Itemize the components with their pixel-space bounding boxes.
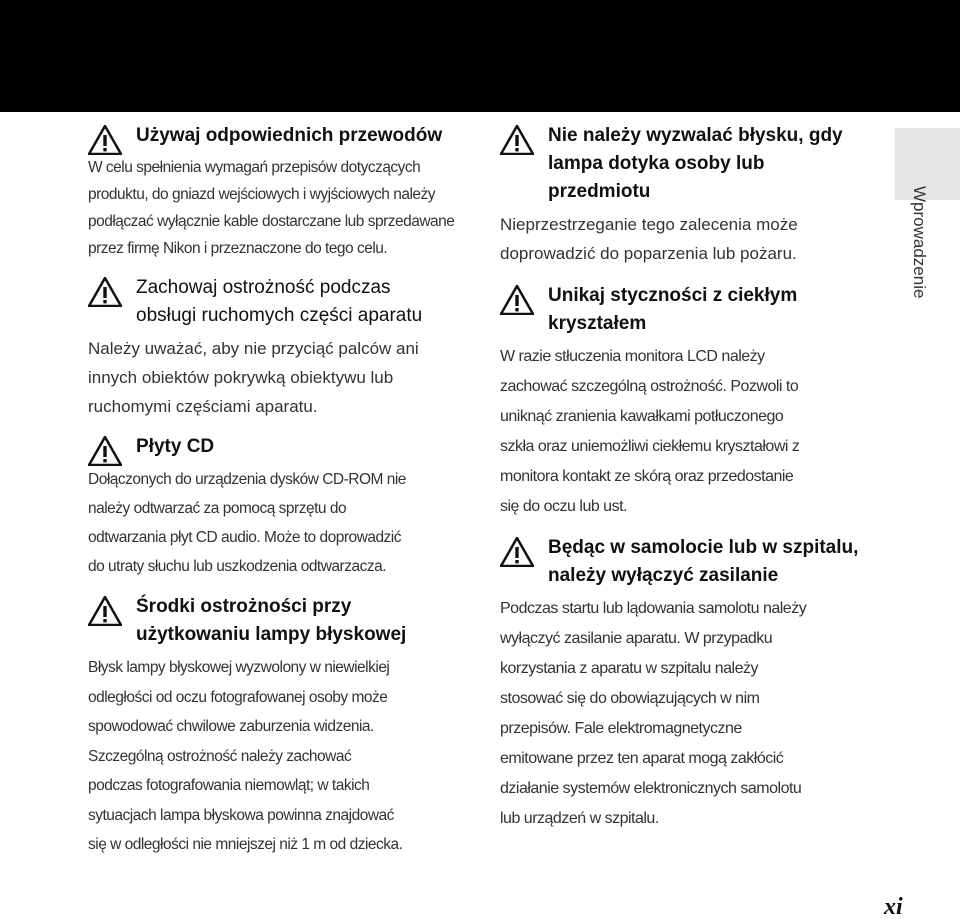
top-black-bar <box>0 0 960 112</box>
body-line: Błysk lampy błyskowej wyzwolony w niewielkiej <box>88 659 390 676</box>
heading-line: Unikaj styczności z ciekłym <box>548 285 798 306</box>
section-body <box>88 334 472 421</box>
warning-icon <box>88 596 122 626</box>
heading-line: użytkowaniu lampy błyskowej <box>136 624 407 645</box>
section-cd <box>88 433 472 581</box>
body-line: W celu spełnienia wymagań przepisów dotyczących <box>88 159 421 176</box>
heading-line: Środki ostrożności przy <box>136 596 352 617</box>
warning-icon <box>88 436 122 466</box>
body-line: się w odległości nie mniejszej niż 1 m od dziecka. <box>88 836 403 853</box>
heading-line: Używaj odpowiednich przewodów <box>136 125 443 146</box>
body-line: doprowadzić do poparzenia lub pożaru. <box>500 244 797 263</box>
section-airplane-hospital <box>500 534 872 834</box>
body-line: spowodować chwilowe zaburzenia widzenia. <box>88 718 374 735</box>
body-line: podłączać wyłącznie kable dostarczane lub sprzedawane <box>88 213 455 230</box>
section-heading <box>88 433 472 461</box>
heading-line: Nie należy wyzwalać błysku, gdy <box>548 125 843 146</box>
warning-icon <box>500 285 534 315</box>
section-heading <box>88 274 472 330</box>
body-line: należy odtwarzać za pomocą sprzętu do <box>88 500 347 517</box>
body-line: Podczas startu lub lądowania samolotu należy <box>500 600 807 617</box>
warning-icon <box>88 125 122 155</box>
body-line: Szczególną ostrożność należy zachować <box>88 747 352 765</box>
section-flash-contact <box>500 122 872 268</box>
heading-line: kryształem <box>548 313 647 334</box>
body-line: Należy uważać, aby nie przyciąć palców ani <box>88 339 419 358</box>
body-line: podczas fotografowania niemowląt; w takich <box>88 777 370 794</box>
section-body <box>88 653 472 860</box>
body-line: sytuacjach lampa błyskowa powinna znajdować <box>88 806 394 824</box>
page-number: xi <box>884 894 903 920</box>
body-line: produktu, do gniazd wejściowych i wyjściowych należy <box>88 186 436 203</box>
section-body <box>500 594 872 834</box>
body-line: lub urządzeń w szpitalu. <box>500 810 659 827</box>
right-column <box>500 122 872 834</box>
section-heading <box>88 593 472 649</box>
section-body <box>88 465 472 581</box>
body-line: korzystania z aparatu w szpitalu należy <box>500 660 758 677</box>
body-line: W razie stłuczenia monitora LCD należy <box>500 348 765 365</box>
section-heading <box>500 282 872 338</box>
body-line: uniknąć zranienia kawałkami potłuczonego <box>500 408 784 425</box>
section-body <box>500 210 872 268</box>
body-line: emitowane przez ten aparat mogą zakłócić <box>500 750 784 767</box>
body-line: Dołączonych do urządzenia dysków CD-ROM nie <box>88 471 406 488</box>
heading-line: Będąc w samolocie lub w szpitalu, <box>548 537 859 558</box>
body-line: monitora kontakt ze skórą oraz przedostanie <box>500 468 794 485</box>
heading-line: obsługi ruchomych części aparatu <box>136 305 423 326</box>
heading-line: przedmiotu <box>548 181 651 202</box>
body-line: przepisów. Fale elektromagnetyczne <box>500 720 742 737</box>
body-line: szkła oraz uniemożliwi ciekłemu kryształowi z <box>500 438 800 455</box>
body-line: odległości od oczu fotografowanej osoby może <box>88 688 388 706</box>
section-body <box>500 342 872 522</box>
body-line: wyłączyć zasilanie aparatu. W przypadku <box>500 630 773 647</box>
body-line: innych obiektów pokrywką obiektywu lub <box>88 368 394 387</box>
body-line: przez firmę Nikon i przeznaczone do tego celu. <box>88 240 388 257</box>
section-heading <box>500 122 872 206</box>
body-line: ruchomymi częściami aparatu. <box>88 397 318 416</box>
heading-line: Zachowaj ostrożność podczas <box>136 277 391 298</box>
side-tab-label: Wprowadzenie <box>910 186 929 299</box>
body-line: się do oczu lub ust. <box>500 498 627 515</box>
section-moving-parts <box>88 274 472 421</box>
warning-icon <box>500 125 534 155</box>
heading-line: Płyty CD <box>136 436 215 457</box>
section-body <box>88 154 472 262</box>
body-line: odtwarzania płyt CD audio. Może to doprowadzić <box>88 529 402 546</box>
body-line: stosować się do obowiązujących w nim <box>500 690 760 707</box>
body-line: do utraty słuchu lub uszkodzenia odtwarzacza. <box>88 558 387 575</box>
section-heading <box>88 122 472 150</box>
section-flash <box>88 593 472 860</box>
body-line: Nieprzestrzeganie tego zalecenia może <box>500 215 798 234</box>
body-line: zachować szczególną ostrożność. Pozwoli to <box>500 378 799 395</box>
heading-line: należy wyłączyć zasilanie <box>548 565 779 586</box>
warning-icon <box>500 537 534 567</box>
left-column <box>88 122 472 860</box>
warning-icon <box>88 277 122 307</box>
heading-line: lampa dotyka osoby lub <box>548 153 765 174</box>
section-liquid-crystal <box>500 282 872 522</box>
section-heading <box>500 534 872 590</box>
section-cables <box>88 122 472 262</box>
body-line: działanie systemów elektronicznych samolotu <box>500 780 802 797</box>
